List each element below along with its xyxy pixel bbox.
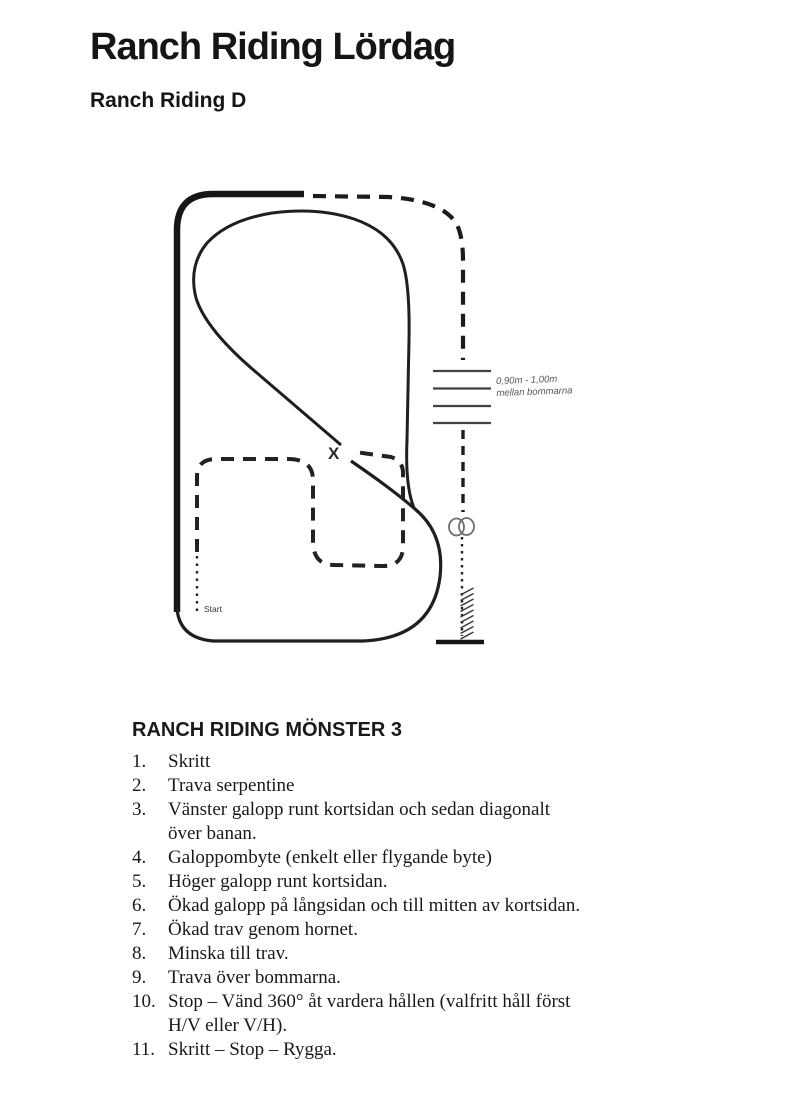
pattern-heading: RANCH RIDING MÖNSTER 3	[132, 719, 403, 741]
step-number: 7.	[132, 919, 147, 940]
pattern-step-6	[132, 894, 692, 918]
step-number: 4.	[132, 847, 147, 868]
pattern-step-4	[132, 846, 692, 870]
page-title: Ranch Riding Lördag	[90, 26, 456, 68]
step-number: 1.	[132, 751, 147, 772]
pattern-step-3	[132, 798, 692, 846]
step-number: 9.	[132, 967, 147, 988]
step-number: 10.	[132, 991, 156, 1012]
pattern-step-10	[132, 990, 692, 1038]
pattern-step-9	[132, 966, 692, 990]
step-number: 8.	[132, 943, 147, 964]
step-text: Ökad galopp på långsidan och till mitten av kortsidan.	[168, 895, 581, 916]
step-number: 11.	[132, 1039, 156, 1060]
step-text: Stop – Vänd 360° åt vardera hållen (valfritt håll först	[168, 991, 571, 1012]
backup-hash-marks	[461, 588, 474, 639]
poles-note-line1: 0,90m - 1,00m	[495, 373, 558, 387]
step-text: Minska till trav.	[168, 943, 289, 964]
start-label: Start	[204, 604, 222, 614]
pattern-step-11	[132, 1038, 692, 1062]
pattern-step-1	[132, 750, 692, 774]
page-subtitle: Ranch Riding D	[90, 89, 247, 112]
trot-poles	[433, 371, 491, 423]
step-text: Vänster galopp runt kortsidan och sedan diagonalt	[168, 799, 551, 820]
canter-top-loop-path	[194, 211, 414, 508]
pattern-step-5	[132, 870, 692, 894]
dashed-top-right-path	[313, 196, 463, 360]
step-text: Trava serpentine	[168, 775, 295, 796]
poles-spacing-note	[496, 373, 573, 399]
step-text-line2: över banan.	[168, 823, 257, 844]
pattern-step-list	[132, 750, 692, 1062]
center-marker-x: X	[328, 444, 340, 463]
step-number: 3.	[132, 799, 147, 820]
step-text: Skritt	[168, 751, 211, 772]
trot-serpentine-path	[197, 452, 403, 566]
pattern-step-7	[132, 918, 692, 942]
step-text-line2: H/V eller V/H).	[168, 1015, 288, 1036]
poles-note-line2: mellan bommarna	[496, 385, 573, 399]
spin-circles-icon	[449, 518, 474, 536]
step-number: 5.	[132, 871, 147, 892]
step-text: Galoppombyte (enkelt eller flygande byte)	[168, 847, 492, 868]
step-text: Ökad trav genom hornet.	[168, 919, 358, 940]
step-text: Höger galopp runt kortsidan.	[168, 871, 388, 892]
pattern-step-2	[132, 774, 692, 798]
step-number: 6.	[132, 895, 147, 916]
pattern-step-8	[132, 942, 692, 966]
step-text: Skritt – Stop – Rygga.	[168, 1039, 337, 1060]
step-text: Trava över bommarna.	[168, 967, 341, 988]
step-number: 2.	[132, 775, 147, 796]
